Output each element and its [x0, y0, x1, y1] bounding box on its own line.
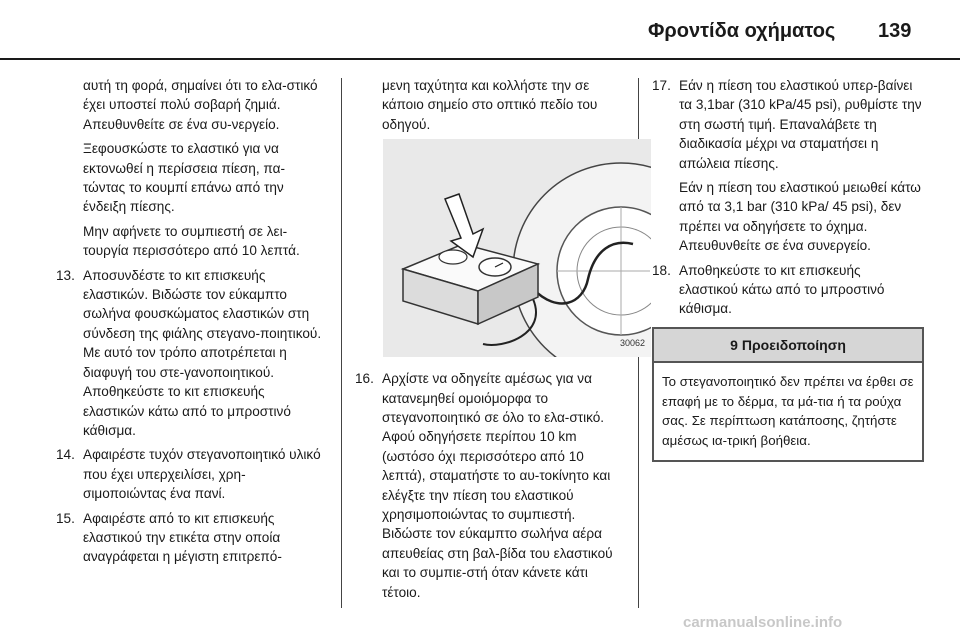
item-text: Εάν η πίεση του ελαστικού υπερ-βαίνει τα 3,1bar (310 kPa/45 psi), ρυθμίστε την στη σωστή τιμή. Επαναλάβετε τη διαδικασία μέχρι να σταματήσει η απώλεια πίεσης.: [679, 78, 922, 171]
warning-box: [652, 327, 924, 462]
sealant-bottle: [439, 250, 467, 264]
list-item: [652, 76, 922, 256]
paragraph: αυτή τη φορά, σημαίνει ότι το ελα-στικό έχει υποστεί πολύ σοβαρή ζημιά. Απευθυνθείτε σε ένα συ-νεργείο.: [83, 78, 318, 132]
column-2: [355, 76, 645, 607]
tyre-repair-kit-drawing: [383, 139, 651, 357]
header-rule: [0, 58, 960, 60]
column-3: [652, 76, 922, 462]
page-number: 139: [878, 20, 912, 42]
paragraph: μενη ταχύτητα και κολλήστε την σε κάποιο σημείο στο οπτικό πεδίο του οδηγού.: [382, 78, 598, 132]
item-number: 15.: [56, 510, 75, 526]
list-item: [652, 261, 922, 319]
column-divider-1: [341, 78, 342, 608]
item-text: Αφαιρέστε τυχόν στεγανοποιητικό υλικό που έχει υπερχειλίσει, χρη-σιμοποιώντας ένα πανί.: [83, 447, 321, 502]
compressor-illustration: [383, 139, 651, 357]
page-title: Φροντίδα οχήματος: [648, 20, 836, 42]
item-number: 18.: [652, 262, 671, 278]
warning-text: Το στεγανοποιητικό δεν πρέπει να έρθει σε επαφή με το δέρμα, τα μά-τια ή τα ρούχα σας. Σε περίπτωση κατάποσης, ζητήστε αμέσως ια-τρική βοήθεια.: [662, 374, 914, 448]
watermark: carmanualsonline.info: [683, 614, 843, 631]
item-text: Αρχίστε να οδηγείτε αμέσως για να κατανεμηθεί ομοιόμορφα το στεγανοποιητικό σε όλο το ελα-στικό. Αφού οδηγήσετε περίπου 10 km (ωστόσο όχι περισσότερο από 10 λεπτά), σταματήστε το αυ-τοκίνητο και ελέγξτε την πίεση του ελαστικού χρησιμοποιώντας το συμπιεστή. Βιδώστε τον εύκαμπτο σωλήνα αέρα απευθείας στη βαλ-βίδα του ελαστικού και το συμπιε-στή όταν κάνετε κάτι τέτοιο.: [382, 371, 613, 600]
paragraph: Ξεφουσκώστε το ελαστικό για να εκτονωθεί η περίσσεια πίεση, πα-τώντας το κουμπί επάνω από την ένδειξη πίεσης.: [83, 141, 285, 215]
item-text: Αποθηκεύστε το κιτ επισκευής ελαστικού κάτω από το μπροστινό κάθισμα.: [679, 262, 885, 317]
list-item: [355, 369, 627, 602]
item-number: 13.: [56, 267, 75, 283]
figure-id: 30062: [619, 337, 645, 348]
item-number: 14.: [56, 447, 75, 463]
warning-title: Προειδοποίηση: [741, 336, 846, 353]
warning-header: [654, 329, 922, 363]
item-number: 16.: [355, 371, 374, 387]
list-item: [56, 266, 326, 441]
item-text: Αφαιρέστε από το κιτ επισκευής ελαστικού την ετικέτα στην οποία αναγράφεται η μέγιστη επιτρεπό-: [83, 510, 282, 565]
column-1: [56, 76, 326, 572]
warning-icon: 9: [730, 336, 738, 353]
item-subtext: Εάν η πίεση του ελαστικού μειωθεί κάτω από τα 3,1 bar (310 kPa/ 45 psi), δεν πρέπει να οδηγήσετε το όχημα. Απευθυνθείτε σε ένα συνεργείο.: [679, 180, 921, 254]
item-text: Αποσυνδέστε το κιτ επισκευής ελαστικών. Βιδώστε τον εύκαμπτο σωλήνα φουσκώματος ελαστικών στη σύνδεση της φιάλης στεγανο-ποιητικού. Με αυτό τον τρόπο αποτρέπεται η διαφυγή του στε-γανοποιητικού. Αποθηκεύστε το κιτ επισκευής ελαστικών κάτω από το μπροστινό κάθισμα.: [83, 267, 322, 438]
paragraph: Μην αφήνετε το συμπιεστή σε λει-τουργία περισσότερο από 10 λεπτά.: [83, 223, 300, 259]
item-number: 17.: [652, 78, 671, 93]
list-item: [56, 509, 326, 567]
list-item: [56, 445, 326, 503]
